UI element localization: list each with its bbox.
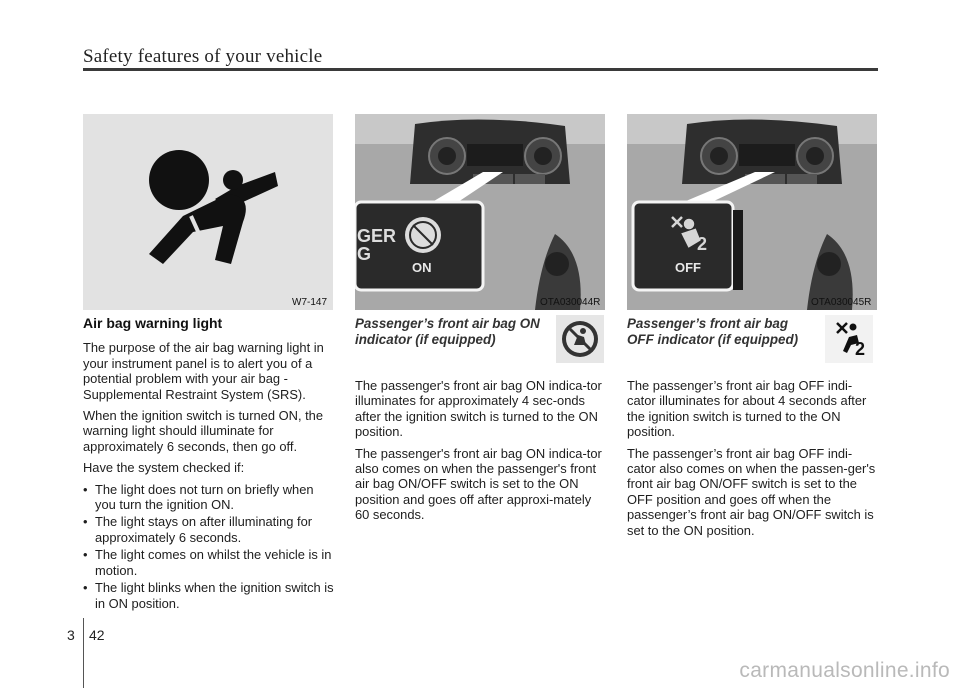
section-heading: Passenger’s front air bag OFF indicator (if equipped) bbox=[627, 316, 799, 347]
airbag-on-indicator-icon bbox=[556, 315, 604, 363]
list-item: • The light comes on whilst the vehicle is in motion. bbox=[83, 547, 335, 578]
airbag-warning-figure bbox=[83, 114, 333, 310]
header-rule bbox=[83, 68, 878, 71]
paragraph: The passenger’s front air bag OFF indi-cator illuminates for about 4 seconds after the ignition switch is turned to the ON position. bbox=[627, 378, 867, 440]
paragraph: When the ignition switch is turned ON, the warning light should illuminate for approximately 6 seconds, then go off. bbox=[83, 408, 324, 454]
figure-code: OTA030044R bbox=[540, 297, 601, 308]
figure-code: OTA030045R bbox=[811, 297, 872, 308]
header-title: Safety features of your vehicle bbox=[83, 46, 323, 67]
chapter-number: 3 bbox=[67, 627, 75, 643]
list-item: • The light blinks when the ignition switch is in ON position. bbox=[83, 580, 335, 611]
airbag-warning-icon bbox=[83, 114, 333, 310]
airbag-off-indicator-icon bbox=[825, 315, 873, 363]
col-on-indicator-body bbox=[355, 378, 605, 529]
section-heading: Air bag warning light bbox=[83, 315, 223, 331]
on-callout-label: ON bbox=[412, 260, 432, 275]
paragraph: The passenger's front air bag ON indica-tor illuminates for approximately 4 sec-onds after the ignition switch is turned to the ON position. bbox=[355, 378, 602, 440]
footer-rule bbox=[83, 618, 84, 688]
section-heading: Passenger’s front air bag ON indicator (if equipped) bbox=[355, 316, 540, 347]
dashboard-off-illustration bbox=[627, 114, 877, 310]
paragraph: The purpose of the air bag warning light in your instrument panel is to alert you of a potential problem with your air bag - Supplemental Restraint System (SRS). bbox=[83, 340, 324, 402]
watermark: carmanualsonline.info bbox=[739, 659, 950, 682]
page-number: 42 bbox=[89, 627, 105, 643]
paragraph: The passenger's front air bag ON indica-tor also comes on when the passenger's front air bag ON/OFF switch is set to the ON position and goes off after approxi-mately 60 seconds. bbox=[355, 445, 602, 523]
partial-label-bottom: G bbox=[357, 244, 372, 264]
partial-label-top: GER bbox=[357, 226, 397, 246]
list-item: • The light does not turn on briefly when you turn the ignition ON. bbox=[83, 482, 335, 513]
off-indicator-digit: 2 bbox=[855, 339, 866, 359]
list-item: • The light stays on after illuminating for approximately 6 seconds. bbox=[83, 514, 335, 545]
col-airbag-warning bbox=[83, 316, 335, 613]
bullet-list bbox=[83, 482, 335, 611]
off-callout-label: OFF bbox=[675, 260, 701, 275]
on-indicator-figure bbox=[355, 114, 605, 310]
dashboard-on-illustration bbox=[355, 114, 605, 310]
paragraph: Have the system checked if: bbox=[83, 460, 245, 476]
col-off-indicator-body bbox=[627, 378, 879, 544]
off-indicator-figure bbox=[627, 114, 877, 310]
figure-code: W7-147 bbox=[292, 297, 328, 308]
paragraph: The passenger’s front air bag OFF indi-cator also comes on when the passen-ger's front air bag ON/OFF switch is set to the OFF position and goes off when the passenger’s front air bag ON/OFF switch is set to the ON position. bbox=[627, 445, 876, 538]
off-icon-digit: 2 bbox=[697, 234, 708, 254]
